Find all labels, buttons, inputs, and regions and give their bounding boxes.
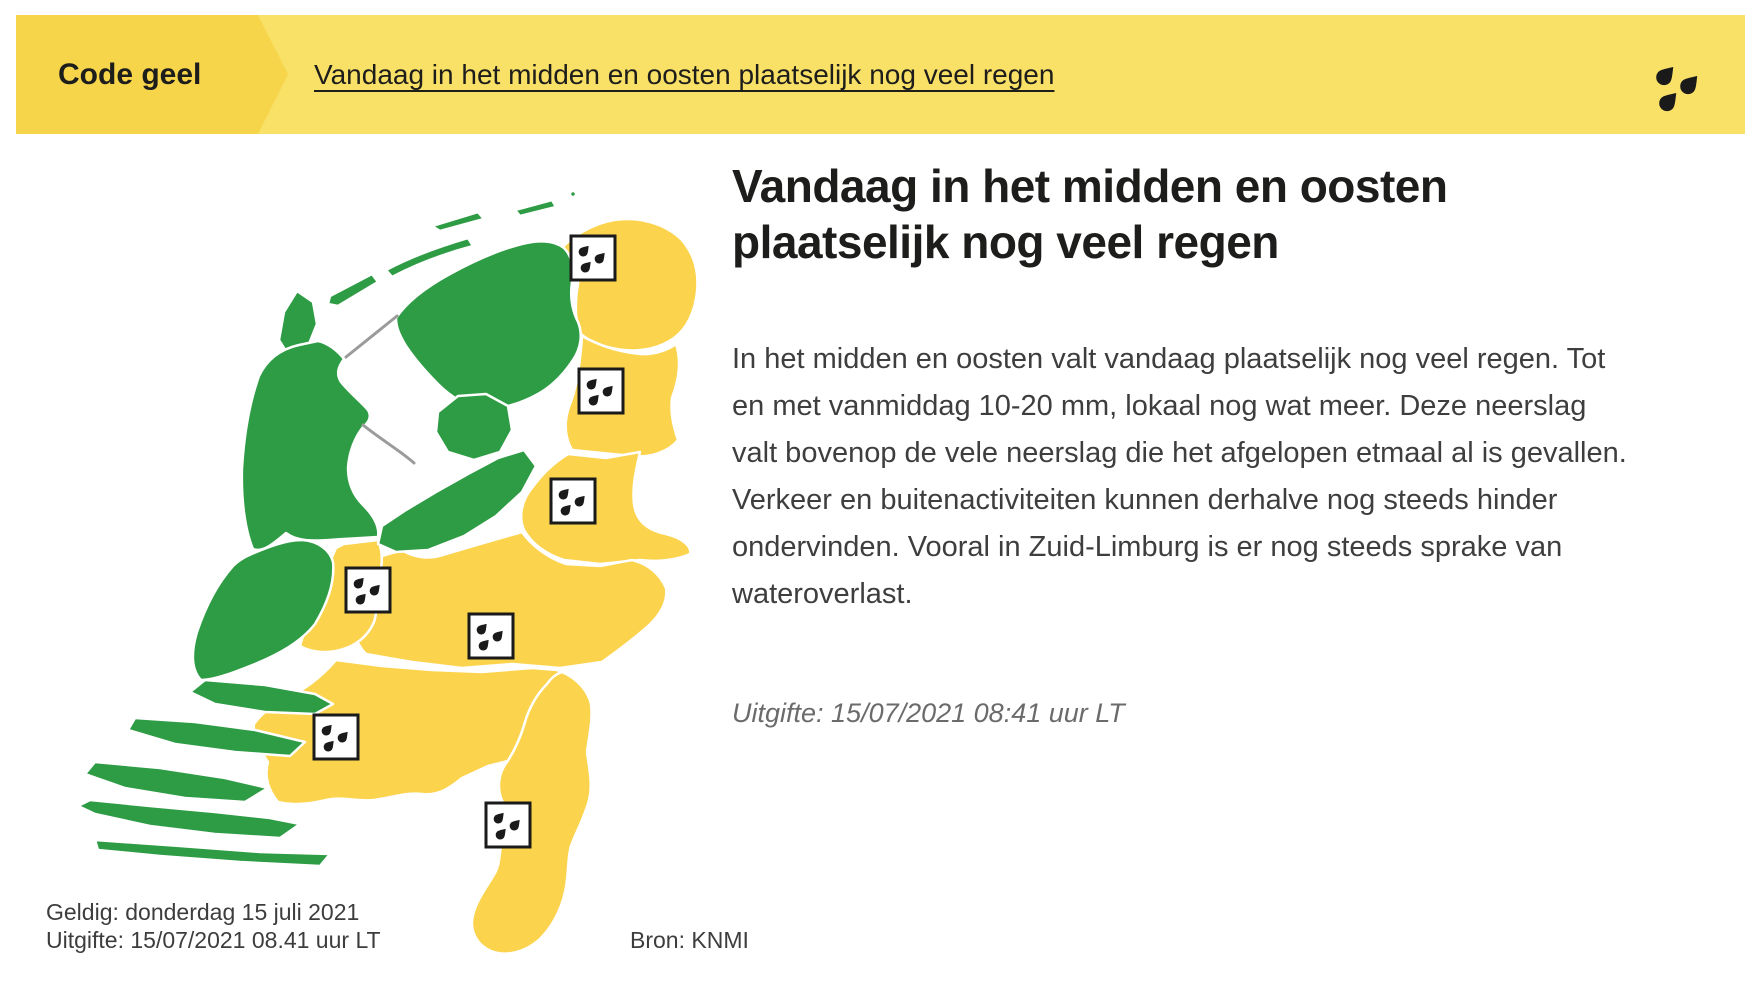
province-friesland bbox=[396, 241, 581, 408]
map-issued-label: Uitgifte: 15/07/2021 08.41 uur LT bbox=[46, 927, 381, 953]
rain-warning-icon bbox=[314, 715, 358, 759]
rain-warning-icon bbox=[486, 803, 530, 847]
province-zuid-holland bbox=[193, 540, 333, 680]
rain-warning-icon bbox=[551, 479, 595, 523]
island-rottumeroog bbox=[570, 191, 576, 197]
province-flevoland-noordoostpolder bbox=[436, 394, 512, 460]
rain-warning-icon bbox=[469, 614, 513, 658]
page-title: Vandaag in het midden en oosten plaatselijk nog veel regen bbox=[732, 160, 1448, 269]
map-source-label: Bron: KNMI bbox=[630, 927, 749, 953]
warning-article bbox=[732, 158, 1732, 728]
netherlands-warning-map bbox=[0, 150, 720, 980]
province-noord-holland bbox=[242, 341, 378, 550]
afsluitdijk-line bbox=[346, 316, 397, 357]
warning-banner bbox=[16, 15, 1745, 134]
rain-warning-icon bbox=[579, 369, 623, 413]
article-body-text: In het midden en oosten valt vandaag plaatselijk nog veel regen. Tot en met vanmiddag 10-20 mm, lokaal nog wat meer. Deze neerslag valt bovenop de vele neerslag die het afgelopen etmaal al is gevallen. Verkeer en buitenactiviteiten kunnen derhalve nog steeds hinder ondervinden. Vooral in Zuid-Limburg is er nog steeds sprake van wateroverlast. bbox=[732, 343, 1627, 610]
island-ameland bbox=[432, 212, 484, 231]
rain-warning-icon bbox=[571, 236, 615, 280]
map-valid-label: Geldig: donderdag 15 juli 2021 bbox=[46, 899, 360, 925]
island-schiermonnikoog bbox=[515, 200, 556, 216]
zeeland-island-4 bbox=[78, 800, 300, 838]
article-issued-timestamp: Uitgifte: 15/07/2021 08:41 uur LT bbox=[732, 698, 1125, 728]
rain-icon bbox=[1653, 59, 1705, 117]
island-vlieland bbox=[328, 274, 378, 306]
rain-warning-icon bbox=[346, 568, 390, 612]
zeeland-island-3 bbox=[85, 762, 268, 802]
province-overijssel bbox=[521, 452, 690, 564]
warning-code-label: Code geel bbox=[58, 58, 202, 91]
houtribdijk-line bbox=[363, 425, 414, 463]
warning-headline-link[interactable]: Vandaag in het midden en oosten plaatselijk nog veel regen bbox=[314, 59, 1055, 90]
zeeland-island-5 bbox=[95, 840, 330, 866]
